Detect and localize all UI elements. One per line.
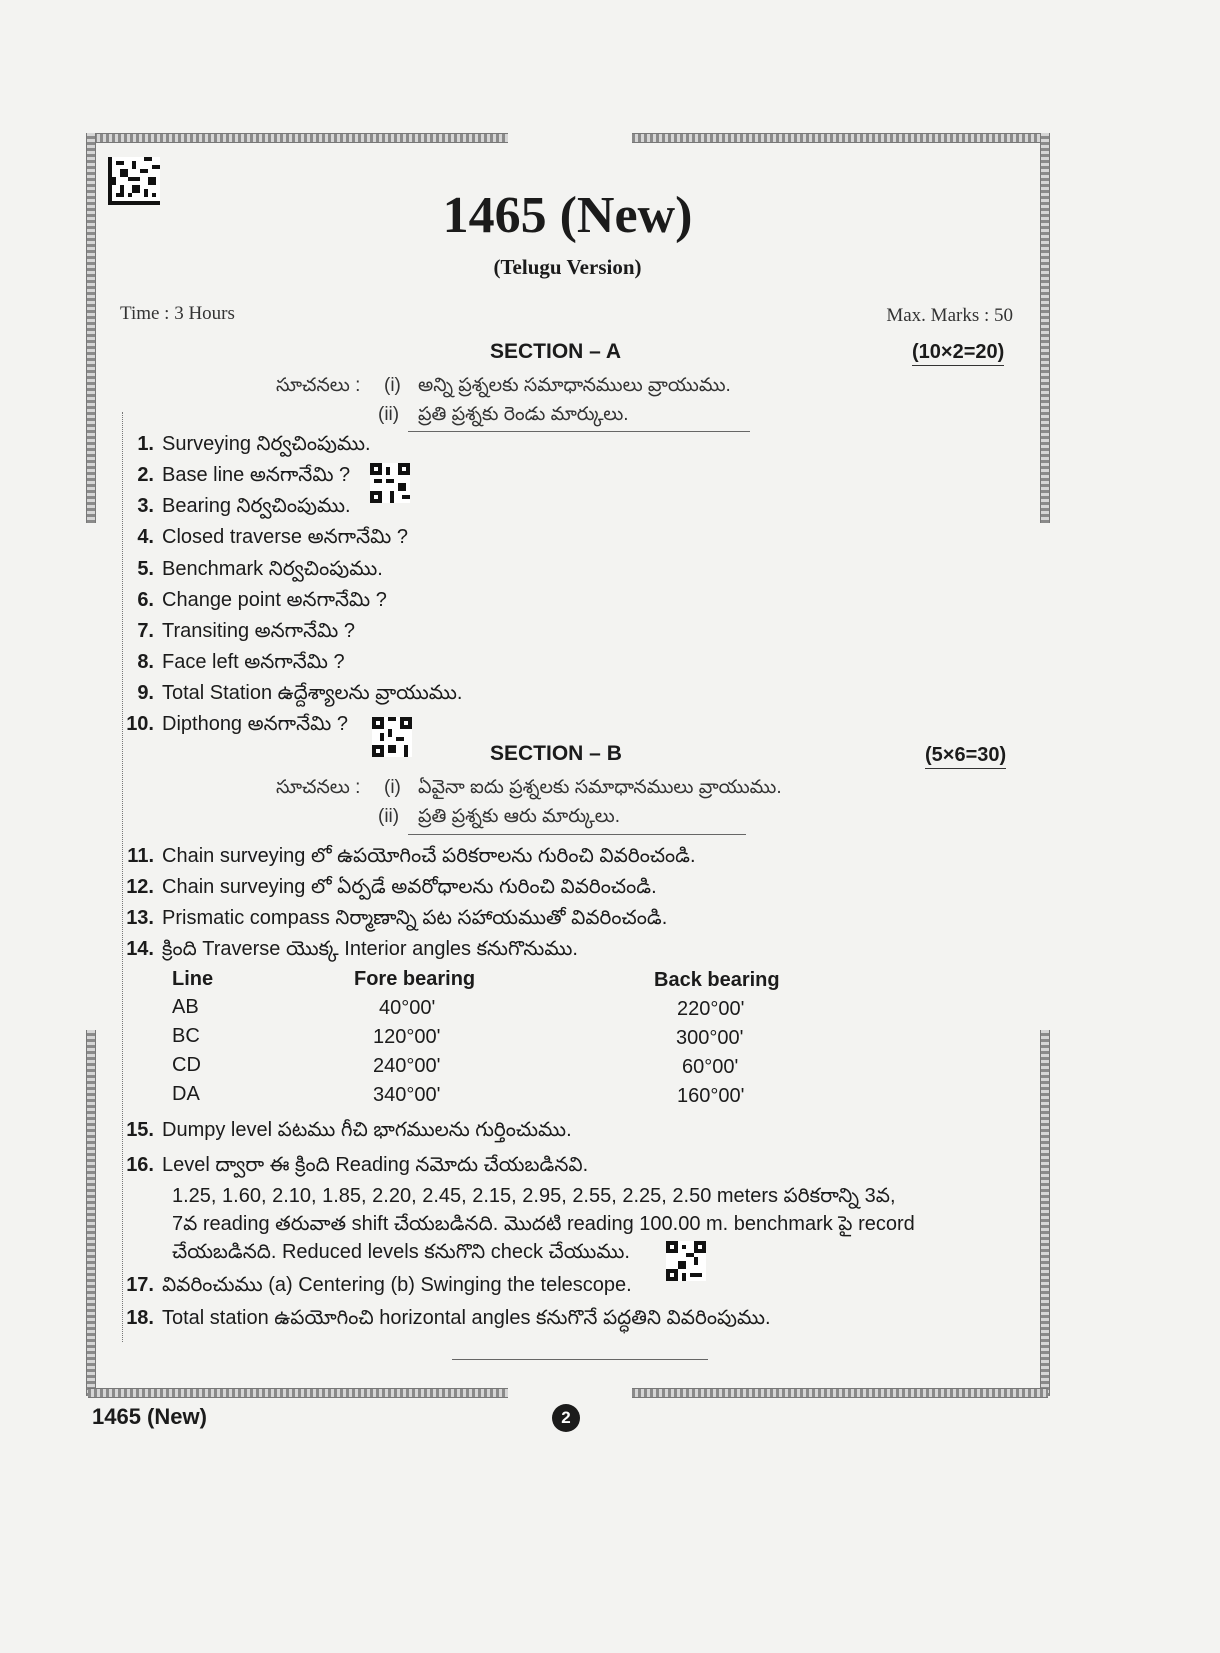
table-cell-line: CD — [172, 1054, 201, 1076]
right-border-bottom — [1040, 1030, 1050, 1396]
instruction-text: ప్రతి ప్రశ్నకు ఆరు మార్కులు. — [418, 806, 621, 827]
question-item: 6. Change point అనగానేమి ? — [137, 589, 387, 611]
table-cell-fore: 240°00' — [373, 1055, 441, 1077]
question-item: 14. క్రింది Traverse యొక్క Interior angles కనుగొనుము. — [126, 938, 578, 960]
question-item: 8. Face left అనగానేమి ? — [137, 651, 345, 673]
instruction-number: (i) — [384, 375, 401, 396]
question-item: 7. Transiting అనగానేమి ? — [137, 620, 355, 642]
divider — [408, 834, 746, 835]
left-border-bottom — [86, 1030, 96, 1396]
page-number-badge: 2 — [552, 1404, 580, 1432]
table-cell-fore: 120°00' — [373, 1026, 441, 1048]
divider — [408, 431, 750, 432]
question-item: 18. Total station ఉపయోగించి horizontal angles కనుగొనే పద్ధతిని వివరింపుము. — [126, 1307, 771, 1329]
table-cell-back: 60°00' — [682, 1056, 739, 1078]
instruction-number: (ii) — [378, 404, 400, 425]
table-cell-back: 160°00' — [677, 1085, 745, 1107]
version-label: (Telugu Version) — [493, 255, 642, 279]
section-b-title: SECTION – B — [490, 742, 622, 765]
question-item: 11. Chain surveying లో ఉపయోగించే పరికరాలను గురించి వివరించండి. — [127, 845, 696, 867]
question-item: 12. Chain surveying లో ఏర్పడే అవరోధాలను గురించి వివరించండి. — [126, 876, 657, 898]
table-header-back-bearing: Back bearing — [654, 969, 780, 991]
question-item: 4. Closed traverse అనగానేమి ? — [137, 526, 408, 548]
question-continuation: 7వ reading తరువాత shift చేయబడినది. మొదటి reading 100.00 m. benchmark పై record — [172, 1213, 915, 1235]
question-item: 16. Level ద్వారా ఈ క్రింది Reading నమోదు చేయబడినవి. — [126, 1154, 589, 1176]
question-continuation: 1.25, 1.60, 2.10, 1.85, 2.20, 2.45, 2.15, 2.95, 2.55, 2.25, 2.50 meters పరికరాన్ని 3వ, — [172, 1185, 896, 1207]
question-item: 2. Base line అనగానేమి ? — [137, 464, 351, 486]
table-cell-line: BC — [172, 1025, 200, 1047]
table-cell-back: 300°00' — [676, 1027, 744, 1049]
top-border-left — [88, 133, 508, 143]
bottom-border-right — [632, 1388, 1048, 1398]
section-b-instructions-label: సూచనలు : — [276, 777, 361, 798]
question-item: 10. Dipthong అనగానేమి ? — [126, 713, 348, 735]
section-a-instructions-label: సూచనలు : — [276, 375, 361, 396]
table-cell-line: DA — [172, 1083, 200, 1105]
question-continuation: చేయబడినది. Reduced levels కనుగొని check చేయుము. — [172, 1241, 630, 1263]
section-b-marks: (5×6=30) — [925, 744, 1006, 769]
section-a-marks: (10×2=20) — [912, 341, 1004, 366]
bottom-border-left — [88, 1388, 508, 1398]
paper-code-title: 1465 (New) — [442, 187, 693, 244]
question-item: 13. Prismatic compass నిర్మాణాన్ని పట సహాయముతో వివరించండి. — [126, 907, 668, 929]
end-divider — [452, 1359, 708, 1360]
table-cell-fore: 40°00' — [379, 997, 436, 1019]
instruction-number: (ii) — [378, 806, 400, 827]
question-item: 15. Dumpy level పటము గీచి భాగములను గుర్తించుము. — [126, 1119, 572, 1141]
table-cell-fore: 340°00' — [373, 1084, 441, 1106]
question-item: 17. వివరించుము (a) Centering (b) Swinging the telescope. — [126, 1274, 632, 1296]
footer-paper-code: 1465 (New) — [92, 1404, 207, 1429]
instruction-text: ప్రతి ప్రశ్నకు రెండు మార్కులు. — [418, 404, 629, 425]
question-item: 5. Benchmark నిర్వచింపుము. — [137, 558, 383, 580]
question-item: 9. Total Station ఉద్దేశ్యాలను వ్రాయుము. — [137, 682, 463, 704]
qr-code-icon — [372, 716, 412, 758]
instruction-text: అన్ని ప్రశ్నలకు సమాధానములు వ్రాయుము. — [418, 375, 731, 396]
section-a-title: SECTION – A — [490, 340, 622, 363]
qr-code-icon — [370, 462, 410, 504]
instruction-number: (i) — [384, 777, 401, 798]
table-cell-back: 220°00' — [677, 998, 745, 1020]
table-cell-line: AB — [172, 996, 199, 1018]
instruction-text: ఏవైనా ఐదు ప్రశ్నలకు సమాధానములు వ్రాయుము. — [418, 777, 782, 798]
question-item: 1. Surveying నిర్వచింపుము. — [137, 433, 371, 455]
top-border-right — [632, 133, 1048, 143]
table-header-line: Line — [172, 968, 214, 990]
time-label: Time : 3 Hours — [120, 303, 235, 324]
max-marks-label: Max. Marks : 50 — [886, 305, 1013, 326]
qr-code-icon — [666, 1240, 706, 1282]
question-item: 3. Bearing నిర్వచింపుము. — [137, 495, 351, 517]
table-header-fore-bearing: Fore bearing — [354, 968, 476, 990]
